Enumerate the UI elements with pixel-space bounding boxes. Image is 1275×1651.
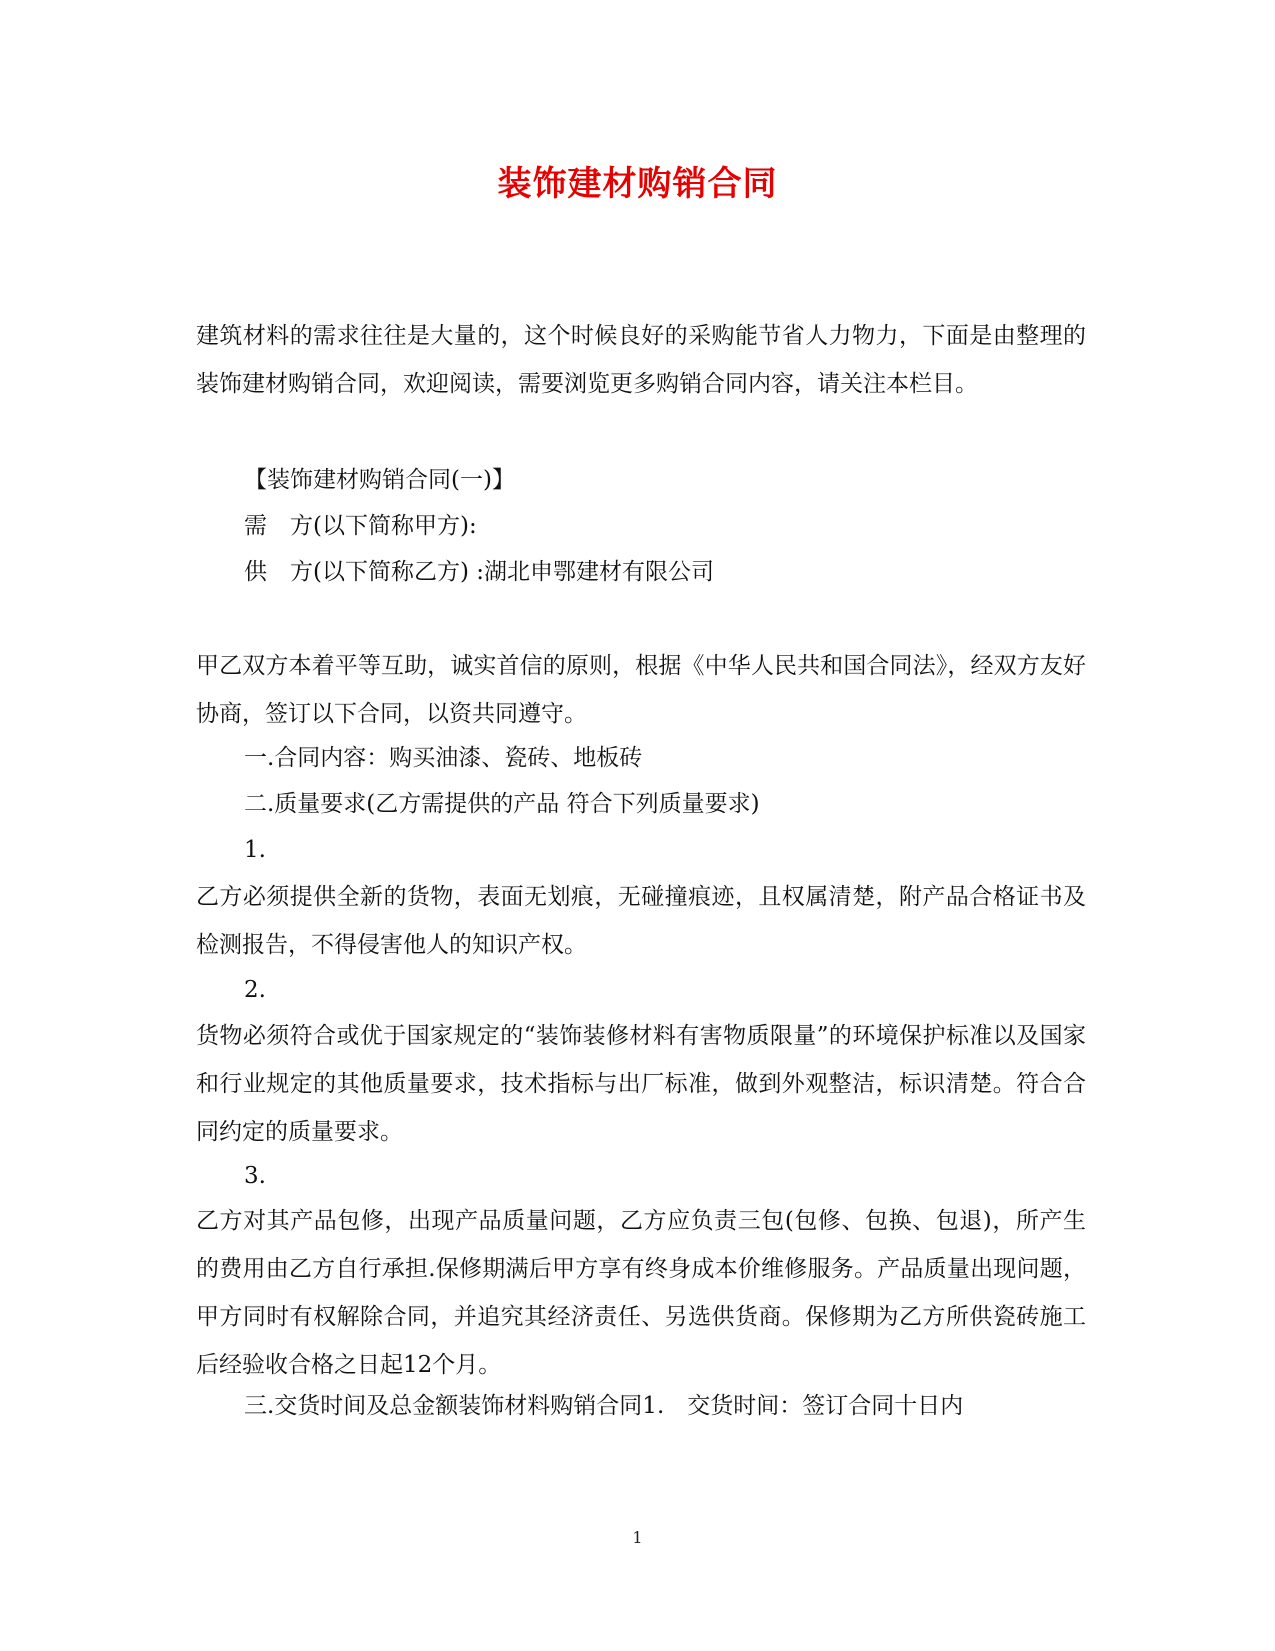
item-3-text: 乙方对其产品包修，出现产品质量问题，乙方应负责三包(包修、包换、包退)，所产生的费用由乙方自行承担.保修期满后甲方享有终身成本价维修服务。产品质量出现问题，甲方同时有权解除合同，并追究其经济责任、另选供货商。保修期为乙方所供瓷砖施工后经验收合格之日起12个月。 — [196, 1208, 1086, 1378]
buyer-line: 需 方(以下简称甲方): — [244, 513, 477, 539]
page-number: 1 — [632, 1528, 643, 1547]
contract-heading: 【装饰建材购销合同(一)】 — [244, 467, 515, 493]
clause-1: 一.合同内容：购买油漆、瓷砖、地板砖 — [244, 745, 643, 771]
item-1-text: 乙方必须提供全新的货物，表面无划痕，无碰撞痕迹，且权属清楚，附产品合格证书及检测报告，不得侵害他人的知识产权。 — [196, 884, 1086, 958]
item-2-text: 货物必须符合或优于国家规定的“装饰装修材料有害物质限量”的环境保护标准以及国家和行业规定的其他质量要求，技术指标与出厂标准，做到外观整洁，标识清楚。符合合同约定的质量要求。 — [196, 1023, 1086, 1145]
document-title: 装饰建材购销合同 — [497, 164, 778, 204]
supplier-line: 供 方(以下简称乙方) :湖北申鄂建材有限公司 — [244, 559, 715, 585]
clause-2: 二.质量要求(乙方需提供的产品 符合下列质量要求) — [244, 791, 760, 817]
clause-3: 三.交货时间及总金额装饰材料购销合同1. 交货时间：签订合同十日内 — [244, 1393, 964, 1419]
item-number-2: 2. — [244, 977, 266, 1003]
preamble-paragraph: 甲乙双方本着平等互助，诚实首信的原则，根据《中华人民共和国合同法》，经双方友好协商，签订以下合同，以资共同遵守。 — [196, 653, 1086, 727]
item-number-1: 1. — [244, 837, 266, 863]
intro-paragraph: 建筑材料的需求往往是大量的，这个时候良好的采购能节省人力物力，下面是由整理的装饰建材购销合同，欢迎阅读，需要浏览更多购销合同内容，请关注本栏目。 — [196, 323, 1086, 397]
item-number-3: 3. — [244, 1163, 266, 1189]
